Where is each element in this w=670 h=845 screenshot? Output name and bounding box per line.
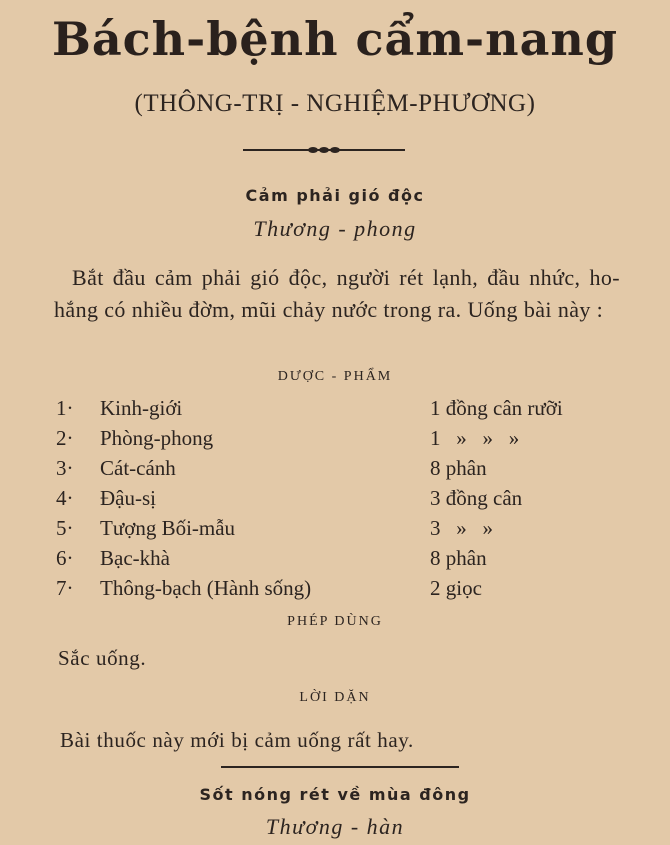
section-divider bbox=[221, 766, 459, 768]
ingredient-row bbox=[0, 486, 670, 516]
ingredient-quantity: 3 » » bbox=[430, 516, 493, 540]
ingredient-number: 1· bbox=[56, 396, 74, 420]
page-title: Bách-bệnh cẩm-nang bbox=[51, 12, 618, 66]
note-heading: LỜI DẶN bbox=[299, 690, 371, 705]
ornament-divider-icon bbox=[243, 144, 405, 156]
ingredient-number: 7· bbox=[56, 576, 74, 600]
ingredient-quantity: 2 giọc bbox=[430, 576, 482, 600]
ingredient-row bbox=[0, 426, 670, 456]
ingredient-row bbox=[0, 396, 670, 426]
section1-heading: Cảm phải gió độc bbox=[245, 186, 425, 205]
ingredient-number: 2· bbox=[56, 426, 74, 450]
ingredient-name: Bạc-khà bbox=[100, 546, 170, 570]
usage-text: Sắc uống. bbox=[58, 646, 147, 670]
ingredient-quantity: 1 đồng cân rưỡi bbox=[430, 396, 563, 420]
ingredient-row bbox=[0, 546, 670, 576]
ingredient-name: Thông-bạch (Hành sống) bbox=[100, 576, 312, 600]
note-text: Bài thuốc này mới bị cảm uống rất hay. bbox=[60, 728, 414, 752]
ingredient-number: 3· bbox=[56, 456, 74, 480]
ingredient-quantity: 1 » » » bbox=[430, 426, 520, 450]
ingredient-name: Cát-cánh bbox=[100, 456, 176, 480]
section2-heading: Sốt nóng rét về mùa đông bbox=[199, 785, 471, 804]
ingredients-heading: DƯỢC - PHẨM bbox=[277, 369, 393, 384]
ingredient-quantity: 3 đồng cân bbox=[430, 486, 523, 510]
ingredient-name: Phòng-phong bbox=[100, 426, 214, 450]
ingredient-row bbox=[0, 576, 670, 606]
section1-paragraph: Bắt đầu cảm phải gió độc, người rét lạnh, đầu nhức, ho-hắng có nhiều đờm, mũi chảy nước trong ra. Uống bài này : bbox=[54, 265, 620, 322]
page-subtitle: (THÔNG-TRỊ - NGHIỆM-PHƯƠNG) bbox=[134, 90, 536, 117]
ingredient-quantity: 8 phân bbox=[430, 546, 487, 570]
ingredient-number: 5· bbox=[56, 516, 74, 540]
ingredient-row bbox=[0, 516, 670, 546]
ingredient-name: Tượng Bối-mẫu bbox=[100, 516, 236, 540]
ingredient-name: Kinh-giới bbox=[100, 396, 183, 420]
ingredient-row bbox=[0, 456, 670, 486]
section2-subheading: Thương - hàn bbox=[265, 814, 405, 839]
ingredient-number: 4· bbox=[56, 486, 74, 510]
section1-subheading: Thương - phong bbox=[253, 216, 417, 241]
ingredient-name: Đậu-sị bbox=[100, 486, 156, 510]
usage-heading: PHÉP DÙNG bbox=[287, 614, 383, 629]
ingredient-number: 6· bbox=[56, 546, 74, 570]
ingredient-quantity: 8 phân bbox=[430, 456, 487, 480]
